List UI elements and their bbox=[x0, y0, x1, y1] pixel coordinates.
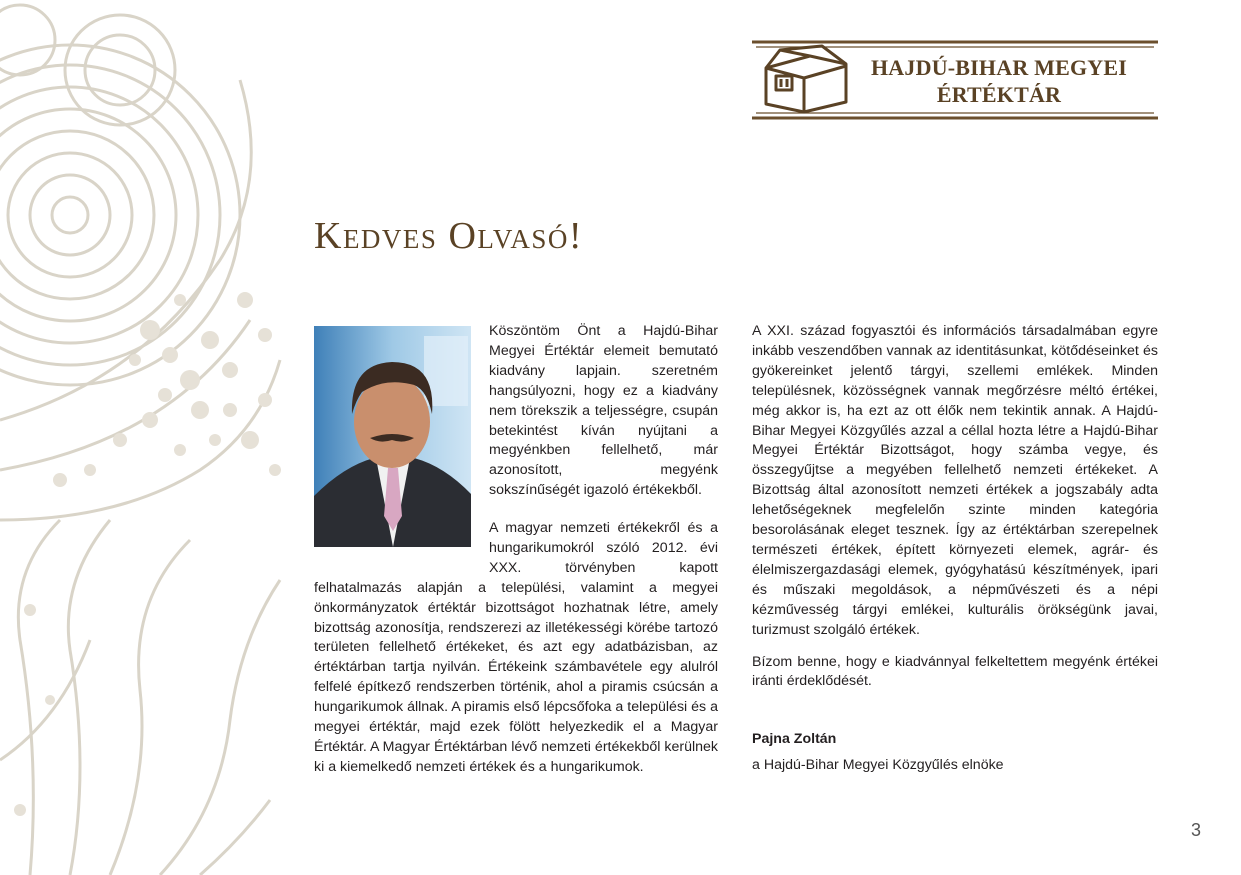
page-title: Kedves Olvasó! bbox=[314, 215, 584, 257]
treasure-chest-icon bbox=[760, 44, 850, 118]
portrait-photo bbox=[314, 326, 471, 547]
logo-banner bbox=[752, 38, 1158, 122]
signature-name: Pajna Zoltán bbox=[752, 731, 837, 747]
decorative-tree-ornament bbox=[0, 0, 290, 875]
law-paragraph-block bbox=[314, 519, 718, 778]
photo-wrap-spacer bbox=[314, 519, 489, 559]
law-paragraph: A magyar nemzeti értékekről és a hungarikumokról szóló 2012. évi XXX. törvényben kapott felhatalmazás alapján a települési, valamint a megyei önkormányzatok értéktár bizottságot hozhatnak létre, amely bizottság azonosítja, rendszerezi az illetékességi körébe tartozó területen fellelhető értékeket, és azt egy adatbázisban, az értéktárban tartja nyilván. Értékeink számbavétele egy alulról felfelé építkező rendszerben történik, ahol a piramis csúcsán a hungarikumok állnak. A piramis első lépcsőfoka a települési és a megyei értéktár, majd ezek fölött helyezkedik el a Magyar Értéktár. A Magyar Értéktárban lévő nemzeti értékekből kerülnek ki a kiemelkedő nemzeti értékek és a hungarikumok. bbox=[314, 520, 718, 775]
intro-paragraph: Köszöntöm Önt a Hajdú-Bihar Megyei Értéktár elemeit bemutató kiadvány lapjain. szeretném hangsúlyozni, hogy ez a kiadvány nem törekszik a teljességre, csupán betekintést kíván nyújtani a megyénkben fellelhető, már azonosított, megyénk sokszínűségét igazoló értékekből. bbox=[489, 323, 718, 499]
signature bbox=[752, 729, 1004, 775]
right-column bbox=[752, 322, 1158, 704]
right-paragraph-2: Bízom benne, hogy e kiadvánnyal felkeltettem megyénk értékei iránti érdeklődését. bbox=[752, 653, 1158, 690]
signature-role: a Hajdú-Bihar Megyei Közgyűlés elnöke bbox=[752, 757, 1004, 773]
logo-title bbox=[844, 54, 1154, 108]
logo-line-1: HAJDÚ-BIHAR MEGYEI bbox=[871, 55, 1127, 80]
page-number: 3 bbox=[1191, 820, 1202, 840]
right-paragraph-1: A XXI. század fogyasztói és információs társadalmában egyre inkább veszendőben vannak az identitásunkat, kötődéseinket és gyökereinket jelentő tárgyi, szellemi emlékek. Minden településnek, közösségnek vannak megőrzésre méltó értékei, még akkor is, ha ezt az ott élők nem tekintik annak. A Hajdú-Bihar Megyei Közgyűlés azzal a céllal hozta létre a Hajdú-Bihar Megyei Értéktár Bizottságot, hogy számba vegye, és összegyűjtse a megyében fellelhető nemzeti értékeket. A Bizottság által azonosított nemzeti értékek a jogszabály adta lehetőségeknek megfelelőn szinte minden kategória besorolásának eleget tesznek. Így az értéktárban szerepelnek természeti értékek, épített környezeti elemek, agrár- és élelmiszergazdasági elemek, gyógyhatású készítmények, ipari és műszaki megoldások, a népművészeti és a népi kézművesség tárgyi emlékei, kulturális örökségünk javai, turizmust szolgáló értékek. bbox=[752, 323, 1158, 638]
logo-line-2: ÉRTÉKTÁR bbox=[936, 82, 1062, 107]
